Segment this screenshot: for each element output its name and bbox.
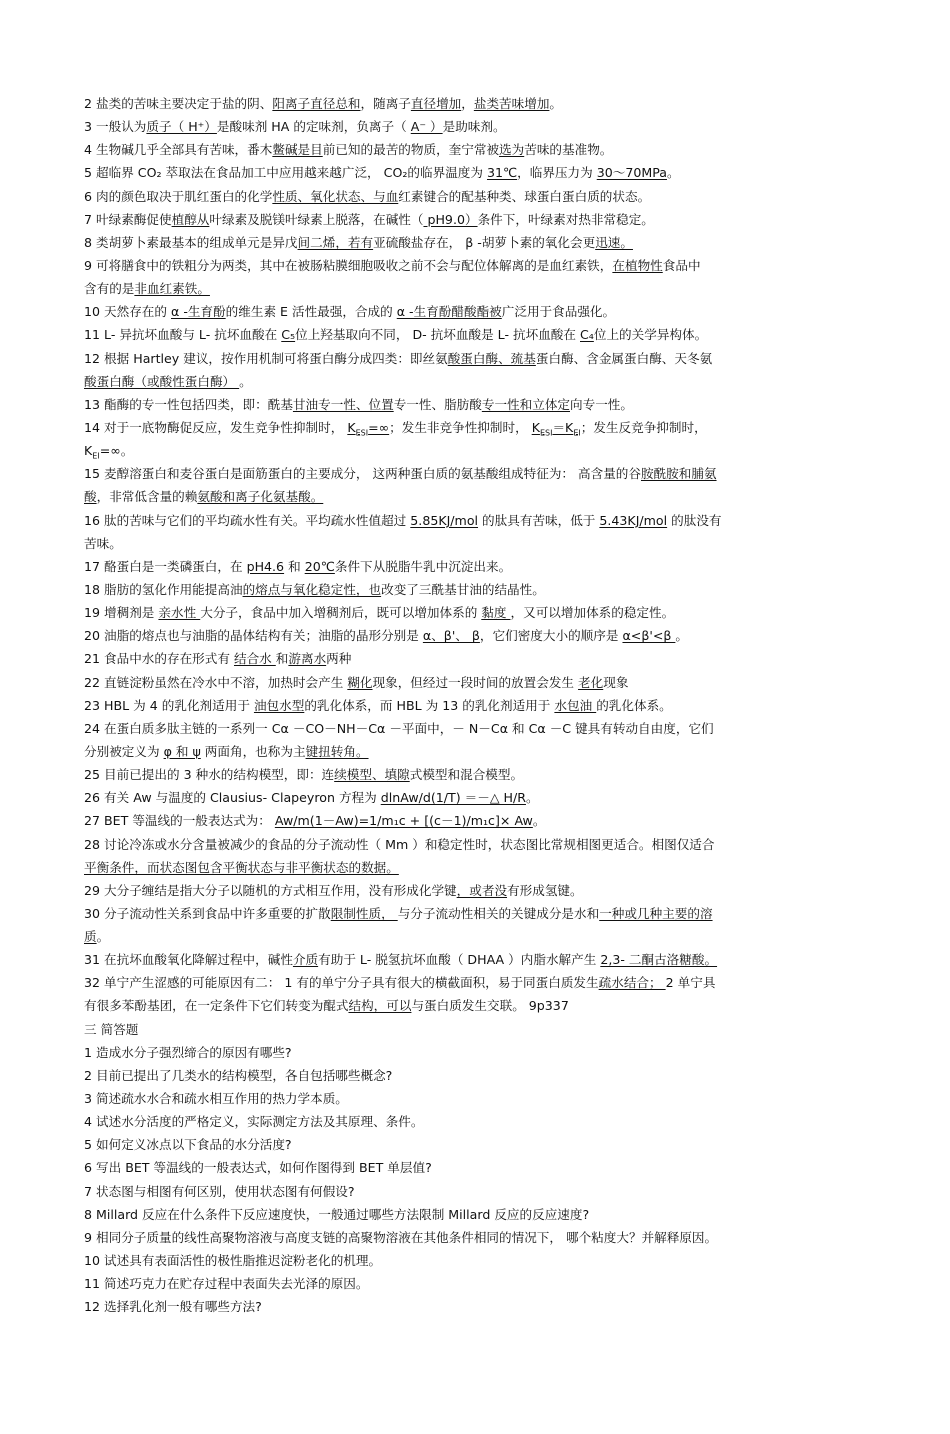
text-segment: 。 [96, 929, 110, 945]
answer-text: 迅速。 [595, 234, 633, 250]
text-segment: 24 在蛋白质多肽主链的一系列一 Cα －CO－NH－Cα －平面中，－ N－Cα 和 Cα －C 键具有转动自由度，它们 [84, 720, 714, 736]
fill-blank-item [84, 578, 874, 601]
text-segment: ， [461, 96, 474, 111]
document-body [84, 92, 874, 1318]
text-segment: 18 脂肪的氢化作用能提高油 [84, 581, 243, 597]
text-line [84, 208, 874, 231]
fill-blank-item [84, 971, 874, 1017]
fill-blank-item [84, 717, 874, 763]
text-line [84, 1018, 874, 1041]
answer-text: 的熔点与氧化稳定性，也 [242, 581, 382, 597]
fill-blank-item [84, 786, 874, 809]
text-segment: 26 有关 Aw 与温度的 Clausius- Clapeyron 方程为 [84, 790, 381, 806]
fill-blank-item [84, 300, 874, 323]
text-segment: 三 简答题 [84, 1021, 139, 1037]
text-line [84, 1272, 874, 1295]
text-segment: 10 试述具有表面活性的极性脂推迟淀粉老化的机理。 [84, 1253, 382, 1269]
text-segment: 蛋白酶、含金属蛋白酶、天冬氨 [535, 350, 713, 366]
fill-blank-item [84, 624, 874, 647]
text-line [84, 485, 874, 508]
answer-text: α<β'<β [622, 628, 676, 644]
text-segment: 31 在抗坏血酸氧化降解过程中，碱性 [84, 952, 293, 968]
answer-text: 30～70MPa [596, 165, 667, 181]
text-segment: 专一性、脂肪酸 [393, 396, 482, 412]
text-segment: ，随离子 [360, 96, 411, 111]
fill-blank-item [84, 555, 874, 578]
text-line [84, 509, 874, 532]
text-segment: 有形成氢键。 [507, 882, 583, 898]
answer-text: 5.85KJ/mol [410, 512, 479, 528]
text-line [84, 115, 874, 138]
text-segment: 前已知的最苦的物质，奎宁常被 [322, 142, 500, 158]
text-segment: 的乳化体系，而 HBL 为 13 的乳化剂适用于 [304, 697, 555, 713]
text-segment: 的肽没有 [667, 512, 722, 528]
answer-text: pH9.0） [423, 211, 478, 227]
answer-text: 糊化 [347, 674, 373, 690]
text-segment: 条件下从脱脂牛乳中沉淀出来。 [334, 558, 512, 574]
short-answer-question [84, 1180, 874, 1203]
text-segment: 。 [239, 373, 252, 389]
text-segment: 28 讨论冷冻或水分含量被减少的食品的分子流动性（ Mm ）和稳定性时，状态图比常规相图更适合。相图仅适合 [84, 836, 715, 852]
text-line [84, 925, 874, 948]
text-segment: 27 BET 等温线的一般表达式为： [84, 813, 275, 829]
fill-blank-item [84, 694, 874, 717]
text-segment: 23 HBL 为 4 的乳化剂适用于 [84, 697, 254, 713]
text-line [84, 254, 874, 277]
answer-text: 油包水型 [253, 697, 305, 713]
answer-text: A⁻ ） [410, 119, 443, 135]
text-line [84, 1295, 874, 1318]
answer-text: 质子（ H⁺） [146, 119, 217, 135]
answer-text: 亲水性 [158, 605, 201, 621]
text-segment: 广泛用于食品强化。 [501, 304, 616, 320]
text-segment: 21 食品中水的存在形式有 [84, 651, 234, 667]
text-line [84, 1041, 874, 1064]
text-segment: 改变了三酰基甘油的结晶性。 [381, 581, 545, 597]
answer-text: 一种或几种主要的溶 [599, 905, 713, 921]
fill-blank-item [84, 115, 874, 138]
text-line [84, 740, 874, 763]
text-line [84, 671, 874, 694]
short-answer-question [84, 1203, 874, 1226]
text-line [84, 1226, 874, 1249]
fill-blank-item [84, 416, 874, 462]
fill-blank-item [84, 393, 874, 416]
text-line [84, 1203, 874, 1226]
text-segment: 。 [525, 790, 539, 806]
fill-blank-item [84, 185, 874, 208]
fill-blank-item [84, 254, 874, 300]
answer-text: 平衡条件，而状态图包含平衡状态与非平衡状态的数据。 [84, 859, 399, 875]
fill-blank-item [84, 833, 874, 879]
answer-text: 甘油专一性、位置 [292, 396, 394, 412]
text-segment: 与分子流动性相关的关键成分是水和 [397, 905, 600, 921]
fill-blank-item [84, 809, 874, 832]
answer-text: ，或者没 [456, 882, 508, 898]
answer-text: 31℃ [486, 165, 518, 181]
text-segment: 。 [667, 165, 680, 181]
answer-text: 直径增加 [410, 96, 462, 111]
text-segment: 。 [549, 96, 562, 111]
text-segment: $K_{EI}=\infty$。 [84, 443, 134, 461]
short-answer-question [84, 1064, 874, 1087]
text-segment: 有很多苯酚基团，在一定条件下它们转变为醌式 [84, 998, 349, 1014]
text-line [84, 1249, 874, 1272]
text-line [84, 138, 874, 161]
text-segment: 是助味剂。 [442, 119, 506, 135]
text-segment: 大分子，食品中加入增稠剂后，既可以增加体系的 [200, 605, 482, 621]
text-segment: 13 酯酶的专一性包括四类，即：酰基 [84, 396, 293, 412]
short-answer-question [84, 1041, 874, 1064]
text-segment: 是酸味剂 HA 的定味剂，负离子（ [216, 119, 411, 135]
answer-text: 酸 [84, 489, 97, 505]
text-line [84, 185, 874, 208]
answer-text: 疏水结合； [598, 975, 666, 991]
text-segment: 19 增稠剂是 [84, 605, 159, 621]
text-line [84, 1156, 874, 1179]
answer-text: 鳖碱是目 [272, 142, 323, 158]
fill-blank-item [84, 647, 874, 670]
text-line [84, 971, 874, 994]
text-segment: 12 选择乳化剂一般有哪些方法? [84, 1299, 262, 1315]
answer-text: Aw/m(1－Aw)=1/m₁c + [(c－1)/m₁c]× Aw [274, 813, 533, 829]
answer-text: 酸蛋白酶（或酸性蛋白酶） [84, 373, 240, 389]
text-segment: 5 超临界 CO₂ 萃取法在食品加工中应用越来越广泛， CO₂的临界温度为 [84, 165, 487, 181]
text-segment: 。 [675, 628, 689, 644]
text-line [84, 439, 874, 462]
text-segment: 14 对于一底物酶促反应，发生竞争性抑制时， [84, 419, 348, 435]
text-line [84, 393, 874, 416]
text-segment: 亚硫酸盐存在， β -胡萝卜素的氧化会更 [373, 234, 596, 250]
text-line [84, 624, 874, 647]
text-segment: 3 一般认为 [84, 119, 147, 135]
text-segment: 的维生素 E 活性最强，合成的 [225, 304, 397, 320]
text-segment: 2 目前已提出了几类水的结构模型，各自包括哪些概念? [84, 1067, 393, 1083]
text-line [84, 717, 874, 740]
text-segment: 2 单宁具 [665, 975, 716, 991]
answer-text: 20℃ [304, 558, 335, 574]
text-segment: 32 单宁产生涩感的可能原因有二： 1 有的单宁分子具有很大的横截面积，易于同蛋白质发生 [84, 975, 599, 991]
answer-text: 专一性和立体定 [481, 396, 570, 412]
answer-text: 性质、氧化状态、与血 [272, 188, 399, 204]
fill-blank-item [84, 763, 874, 786]
answer-text: 酸蛋白酶、巯基 [447, 350, 536, 366]
text-segment: 8 类胡萝卜素最基本的组成单元是异戊 [84, 234, 298, 250]
text-segment: 8 Millard 反应在什么条件下反应速度快，一般通过哪些方法限制 Millard 反应的反应速度? [84, 1206, 590, 1222]
text-segment: 11 简述巧克力在贮存过程中表面失去光泽的原因。 [84, 1276, 369, 1292]
answer-text: 氨酸和离子化氨基酸。 [197, 489, 324, 505]
text-segment: 2 盐类的苦味主要决定于盐的阴、 [84, 96, 273, 111]
text-segment: ；发生非竞争性抑制时， [389, 419, 532, 435]
answer-text: 阳离子直径总和 [272, 96, 361, 111]
text-segment: 和 [284, 558, 305, 574]
text-segment: 现象，但经过一段时间的放置会发生 [372, 674, 579, 690]
answer-text: 老化 [578, 674, 604, 690]
answer-text: dlnAw/d(1/T) ＝－△ H/R [380, 790, 526, 806]
text-segment: 现象 [603, 674, 629, 690]
answer-text: 选为 [499, 142, 525, 158]
text-line [84, 647, 874, 670]
short-answer-question [84, 1133, 874, 1156]
answer-text: 非血红素铁。 [134, 281, 210, 297]
short-answer-question [84, 1272, 874, 1295]
text-segment: 7 叶绿素酶促使 [84, 211, 172, 227]
text-segment: 条件下，叶绿素对热非常稳定。 [477, 211, 654, 227]
text-segment: 位上的关学异构体。 [593, 327, 708, 343]
text-segment: 15 麦醇溶蛋白和麦谷蛋白是面筋蛋白的主要成分， 这两种蛋白质的氨基酸组成特征为： 高含量的谷 [84, 466, 641, 482]
fill-blank-item [84, 509, 874, 555]
text-segment: 11 L- 异抗坏血酸与 L- 抗坏血酸在 [84, 327, 282, 343]
short-answer-question [84, 1087, 874, 1110]
text-segment: ，它们密度大小的顺序是 [479, 628, 623, 644]
answer-text: 结合水 [233, 651, 276, 667]
text-line [84, 416, 874, 439]
text-segment: 向专一性。 [570, 396, 633, 412]
answer-text: 2,3- 二酮古洛糖酸。 [600, 952, 718, 968]
text-segment: ，临界压力为 [517, 165, 597, 181]
fill-blank-item [84, 879, 874, 902]
text-segment: 食品中 [662, 257, 701, 273]
short-answer-question [84, 1110, 874, 1133]
text-line [84, 578, 874, 601]
short-answer-question [84, 1226, 874, 1249]
text-line [84, 786, 874, 809]
text-line [84, 856, 874, 879]
text-segment: 30 分子流动性关系到食品中许多重要的扩散 [84, 905, 331, 921]
text-line [84, 902, 874, 925]
answer-text: C₅ [281, 327, 296, 343]
text-line [84, 833, 874, 856]
text-segment: 4 试述水分活度的严格定义，实际测定方法及其原理、条件。 [84, 1114, 424, 1130]
short-answer-question [84, 1156, 874, 1179]
text-segment: 有助于 L- 脱氢抗坏血酸（ DHAA ）内脂水解产生 [318, 952, 601, 968]
text-segment: 7 状态图与相图有何区别，使用状态图有何假设? [84, 1183, 355, 1199]
answer-text: 质 [84, 929, 97, 945]
answer-text: α、β'、 β [422, 628, 480, 644]
answer-text: 植醇从 [171, 211, 210, 227]
fill-blank-item [84, 138, 874, 161]
text-segment: 与蛋白质发生交联。 9p337 [411, 998, 569, 1014]
fill-blank-item [84, 601, 874, 624]
text-segment: 6 肉的颜色取决于肌红蛋白的化学 [84, 188, 273, 204]
fill-blank-item [84, 671, 874, 694]
answer-text: 键扭转角。 [305, 743, 369, 759]
text-segment: 两面角，也称为主 [200, 743, 306, 759]
fill-blank-item [84, 92, 874, 115]
text-segment: 和 [275, 651, 289, 667]
text-segment: ，非常低含量的赖 [96, 489, 198, 505]
text-line [84, 231, 874, 254]
text-segment: 22 直链淀粉虽然在冷水中不溶，加热时会产生 [84, 674, 348, 690]
text-line [84, 809, 874, 832]
text-segment: 红素键合的配基种类、球蛋白蛋白质的状态。 [398, 188, 651, 204]
answer-text: C₄ [580, 327, 594, 343]
answer-text: α -生育酚 [171, 304, 226, 320]
text-segment: 17 酪蛋白是一类磷蛋白，在 [84, 558, 247, 574]
fill-blank-item [84, 161, 874, 184]
text-segment: 位上羟基取向不同， D- 抗坏血酸是 L- 抗坏血酸在 [295, 327, 580, 343]
answer-text: α -生育酚醋酸酯被 [396, 304, 502, 320]
text-segment: ，又可以增加体系的稳定性。 [510, 605, 675, 621]
text-segment: 16 肽的苦味与它们的平均疏水性有关。平均疏水性值超过 [84, 512, 411, 528]
answer-text: $K_{ESI}=\infty$ [347, 419, 390, 438]
text-segment: 4 生物碱几乎全部具有苦味，番木 [84, 142, 273, 158]
answer-text: 盐类苦味增加 [473, 96, 550, 111]
text-segment: 式模型和混合模型。 [409, 767, 524, 783]
text-line [84, 323, 874, 346]
fill-blank-item [84, 902, 874, 948]
answer-text: pH4.6 [246, 558, 285, 574]
answer-text: 游离水 [288, 651, 327, 667]
answer-text: 在植物性 [612, 257, 663, 273]
answer-text: 结构，可以 [348, 998, 412, 1014]
text-segment: 3 简述疏水水合和疏水相互作用的热力学本质。 [84, 1091, 348, 1107]
text-segment: 9 相同分子质量的线性高聚物溶液与高度支链的高聚物溶液在其他条件相同的情况下， 哪个粘度大？并解释原因。 [84, 1229, 718, 1245]
text-segment: 分别被定义为 [84, 743, 164, 759]
answer-text: φ 和 ψ [163, 743, 201, 759]
text-segment: 25 目前已提出的 3 种水的结构模型，即：连 [84, 767, 335, 783]
text-segment: 的肽具有苦味，低于 [478, 512, 600, 528]
answer-text: 水包油 [554, 697, 597, 713]
answer-text: 限制性质， [330, 905, 398, 921]
text-segment: 苦味的基准物。 [524, 142, 613, 158]
text-line [84, 300, 874, 323]
text-line [84, 462, 874, 485]
text-segment: 29 大分子缠结是指大分子以随机的方式相互作用，没有形成化学键 [84, 882, 457, 898]
text-line [84, 1133, 874, 1156]
short-answer-question [84, 1295, 874, 1318]
text-line [84, 994, 874, 1017]
text-segment: 。 [532, 813, 546, 829]
text-segment: ；发生反竞争抑制时， [580, 419, 707, 435]
text-line [84, 763, 874, 786]
text-line [84, 694, 874, 717]
text-line [84, 347, 874, 370]
text-line [84, 1110, 874, 1133]
answer-text: $K_{ESI}=K_{EI}$ [531, 419, 581, 438]
fill-blank-item [84, 231, 874, 254]
text-line [84, 1087, 874, 1110]
text-segment: 1 造成水分子强烈缔合的原因有哪些? [84, 1044, 292, 1060]
text-segment: 两种 [326, 651, 352, 667]
text-segment: 20 油脂的熔点也与油脂的晶体结构有关；油脂的晶形分别是 [84, 628, 423, 644]
fill-blank-item [84, 462, 874, 508]
text-segment: 的乳化体系。 [596, 697, 672, 713]
fill-blank-item [84, 208, 874, 231]
answer-text: 胺酰胺和脯氨 [640, 466, 717, 482]
text-line [84, 879, 874, 902]
text-line [84, 92, 874, 115]
answer-text: 间二烯，若有 [297, 234, 374, 250]
answer-text: 介质 [292, 952, 319, 968]
text-segment: 苦味。 [84, 535, 122, 551]
text-line [84, 601, 874, 624]
text-segment: 12 根据 Hartley 建议，按作用机制可将蛋白酶分成四类：即丝氨 [84, 350, 448, 366]
fill-blank-item [84, 323, 874, 346]
text-segment: 6 写出 BET 等温线的一般表达式，如何作图得到 BET 单层值? [84, 1160, 432, 1176]
answer-text: 续模型、填隙 [334, 767, 410, 783]
text-line [84, 532, 874, 555]
fill-blank-item [84, 347, 874, 393]
text-line [84, 948, 874, 971]
text-segment: 9 可将膳食中的铁粗分为两类，其中在被肠粘膜细胞吸收之前不会与配位体解离的是血红素铁， [84, 257, 613, 273]
text-segment: 含有的是 [84, 281, 135, 297]
short-answer-question [84, 1249, 874, 1272]
text-line [84, 277, 874, 300]
text-segment: 10 天然存在的 [84, 304, 172, 320]
answer-text: 黏度 [481, 605, 511, 621]
text-segment: 叶绿素及脱镁叶绿素上脱落，在碱性（ [209, 211, 424, 227]
text-line [84, 555, 874, 578]
text-segment: 5 如何定义冰点以下食品的水分活度? [84, 1137, 292, 1153]
answer-text: 5.43KJ/mol [599, 512, 668, 528]
fill-blank-item [84, 948, 874, 971]
section-heading [84, 1018, 874, 1041]
text-line [84, 161, 874, 184]
text-line [84, 1180, 874, 1203]
text-line [84, 1064, 874, 1087]
text-line [84, 370, 874, 393]
